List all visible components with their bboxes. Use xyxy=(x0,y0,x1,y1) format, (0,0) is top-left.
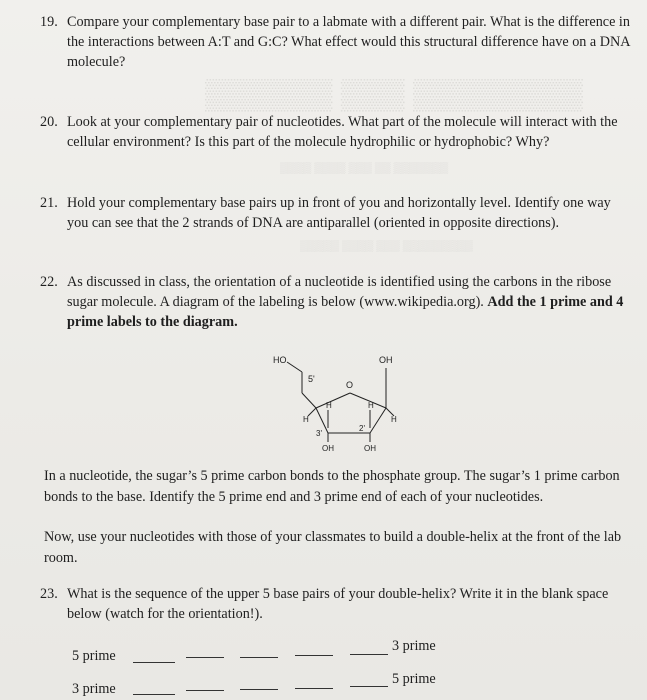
question-text: What is the sequence of the upper 5 base pairs of your double-helix? Write it in the blank space below (watch for the orientation!). xyxy=(67,586,609,622)
question-22 xyxy=(40,272,630,332)
question-21 xyxy=(40,193,630,233)
question-number: 23. xyxy=(40,586,58,602)
question-text: Hold your complementary base pairs up in front of you and horizontally level. Identify one way you can see that the 2 strands of DNA are antiparallel (oriented in opposite directions). xyxy=(67,195,611,231)
oh-bottom-right-label: OH xyxy=(364,444,376,453)
h-right-label: H xyxy=(391,415,397,424)
blank-1[interactable] xyxy=(133,662,175,663)
question-instruction: Add the 1 prime and 4 prime labels to the diagram. xyxy=(67,294,624,330)
blank-10[interactable] xyxy=(350,686,388,687)
oh-bottom-left-label: OH xyxy=(322,444,334,453)
question-text: As discussed in class, the orientation of a nucleotide is identified using the carbons in the ribose sugar molecule. A diagram of the labeling is below (www.wikipedia.org). Add the 1 prime and 4 prime labels to the diagram. xyxy=(67,274,624,330)
two-prime-label: 2' xyxy=(359,424,365,433)
helix-paragraph: Now, use your nucleotides with those of your classmates to build a double-helix at the front of the lab room. xyxy=(44,529,622,566)
blank-2[interactable] xyxy=(186,657,224,658)
lower-end-label: 5 prime xyxy=(392,671,436,687)
upper-start-label: 5 prime xyxy=(72,648,116,664)
oh-top-label: OH xyxy=(379,355,393,365)
h-left-label: H xyxy=(303,415,309,424)
question-23 xyxy=(40,584,630,624)
five-prime-label: 5' xyxy=(308,374,315,384)
question-number: 20. xyxy=(40,114,58,130)
blank-8[interactable] xyxy=(240,689,278,690)
question-text: Look at your complementary pair of nucleotides. What part of the molecule will interact with the cellular environment? Is this part of the molecule hydrophilic or hydrophobic? Why? xyxy=(67,114,618,150)
ring-oxygen-label: O xyxy=(346,380,354,390)
blank-9[interactable] xyxy=(295,688,333,689)
upper-end-label: 3 prime xyxy=(392,638,436,654)
bleed-through-text: ▒▒▒▒▒ ▒▒▒▒ ▒▒▒ ▒▒▒▒▒▒▒▒▒ xyxy=(300,240,473,252)
question-number: 19. xyxy=(40,14,58,30)
question-number: 22. xyxy=(40,274,58,290)
ring-bonds xyxy=(287,362,394,442)
blank-6[interactable] xyxy=(133,694,175,695)
bleed-through-text: ▒▒▒▒ ▒▒▒▒ ▒▒▒ ▒▒ ▒▒▒▒▒▒▒ xyxy=(280,162,449,174)
nucleotide-paragraph: In a nucleotide, the sugar’s 5 prime carbon bonds to the phosphate group. The sugar’s 1 prime carbon bonds to the base. Identify the 5 prime end and 3 prime end of each of your nucleotides. xyxy=(44,468,620,505)
bleed-through-heading: ▒▒▒▒▒▒ ▒▒▒ ▒▒▒▒▒▒▒▒ xyxy=(205,78,584,111)
blank-3[interactable] xyxy=(240,657,278,658)
question-20 xyxy=(40,112,630,152)
blank-4[interactable] xyxy=(295,655,333,656)
lower-start-label: 3 prime xyxy=(72,681,116,697)
question-number: 21. xyxy=(40,195,58,211)
h-inner-left-label: H xyxy=(326,401,332,410)
ribose-diagram xyxy=(270,350,410,455)
h-inner-right-label: H xyxy=(368,401,374,410)
question-19 xyxy=(40,12,630,72)
three-prime-label: 3' xyxy=(316,429,322,438)
blank-5[interactable] xyxy=(350,654,388,655)
blank-7[interactable] xyxy=(186,690,224,691)
question-text: Compare your complementary base pair to a labmate with a different pair. What is the difference in the interactions between A:T and G:C? What effect would this structural difference have on a DNA molecule? xyxy=(67,14,630,70)
ho-label: HO xyxy=(273,355,287,365)
